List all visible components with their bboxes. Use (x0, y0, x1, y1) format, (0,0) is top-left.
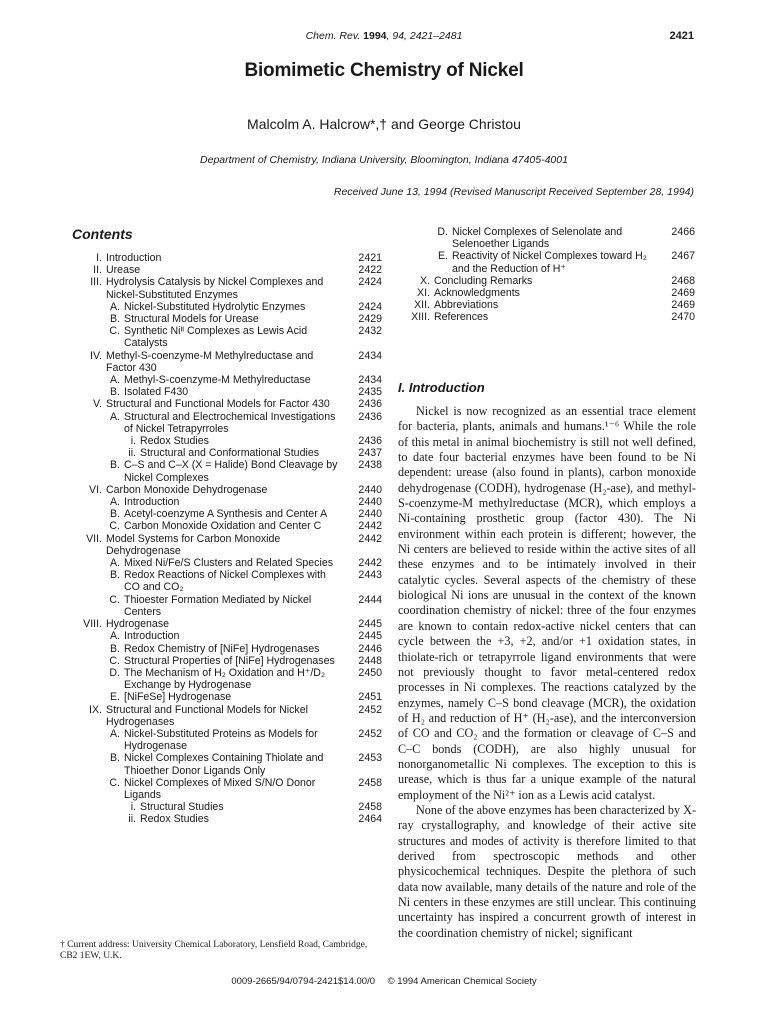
toc-entry-title: Nickel-Substituted Hydrolytic Enzymes (124, 300, 306, 313)
toc-entry-title: Isolated F430 (124, 386, 189, 399)
toc-entry-number: C. (109, 520, 120, 533)
toc-entry-page: 2422 (358, 264, 382, 277)
toc-entry-number: E. (109, 691, 120, 704)
toc-entry (72, 411, 382, 435)
toc-entry-title: Mixed Ni/Fe/S Clusters and Related Species (124, 557, 334, 570)
toc-entry-title: Introduction (124, 496, 180, 509)
toc-entry-number: C. (109, 325, 120, 338)
toc-entry (72, 398, 382, 410)
toc-entry-page: 2445 (358, 618, 382, 631)
toc-entry-title: Synthetic Niᴵᴵ Complexes as Lewis Acid Catalysts (124, 325, 308, 350)
toc-entry-number: A. (109, 410, 120, 423)
introduction-body (398, 404, 696, 941)
toc-entry-page: 2424 (358, 300, 382, 313)
toc-entry (72, 630, 382, 642)
toc-entry-number: XI. (417, 287, 430, 300)
toc-entry-title: References (434, 311, 489, 324)
toc-entry-title: Structural and Conformational Studies (140, 447, 320, 460)
toc-entry-number: A. (109, 374, 120, 387)
toc-entry-page: 2467 (671, 250, 695, 263)
toc-entry-page: 2434 (358, 374, 382, 387)
toc-entry-title: Hydrolysis Catalysis by Nickel Complexes and Nickel-Substituted Enzymes (106, 276, 324, 301)
toc-entry-title: Carbon Monoxide Oxidation and Center C (124, 520, 322, 533)
toc-entry-title: Nickel-Substituted Proteins as Models for Hydrogenase (124, 727, 318, 753)
toc-entry-title: Structural Studies (140, 801, 224, 814)
toc-entry (72, 728, 382, 752)
toc-entry-page: 2468 (671, 274, 695, 287)
toc-entry-page: 2444 (358, 593, 382, 606)
toc-entry-title: Redox Studies (140, 813, 209, 826)
toc-entry-number: A. (109, 727, 120, 740)
toc-entry-page: 2464 (358, 813, 382, 826)
toc-entry-page: 2436 (358, 410, 382, 423)
toc-entry (72, 350, 382, 374)
toc-entry-number: II. (93, 264, 102, 277)
toc-entry-page: 2424 (358, 276, 382, 289)
toc-entry-title: Structural and Functional Models for Nickel Hydrogenases (106, 703, 308, 728)
toc-entry-title: Structural and Functional Models for Factor 430 (106, 398, 330, 411)
toc-entry (72, 655, 382, 667)
toc-entry-number: C. (109, 776, 120, 789)
toc-entry-title: Introduction (124, 630, 180, 643)
toc-entry (72, 557, 382, 569)
toc-entry-number: IV. (90, 349, 102, 362)
toc-entry-title: Redox Studies (140, 435, 209, 448)
page-footer (0, 976, 768, 987)
page-number: 2421 (669, 30, 694, 42)
toc-entry-title: Structural Models for Urease (124, 313, 259, 326)
toc-entry-number: C. (109, 654, 120, 667)
toc-entry (72, 643, 382, 655)
article-title: Biomimetic Chemistry of Nickel (244, 60, 524, 81)
toc-entry-title: Redox Reactions of Nickel Complexes with CO and CO₂ (124, 569, 326, 594)
toc-entry-number: IX. (89, 703, 102, 716)
table-of-contents-right (400, 226, 695, 324)
toc-entry (72, 264, 382, 276)
toc-entry-number: D. (437, 226, 448, 238)
toc-entry (400, 226, 695, 250)
article-code: 0009-2665/94/0794-2421$14.00/0 (231, 976, 375, 987)
table-of-contents-left (72, 252, 382, 826)
toc-entry-number: B. (109, 313, 120, 326)
toc-entry-page: 2452 (358, 727, 382, 740)
toc-entry-number: i. (130, 801, 136, 814)
toc-entry-page: 2440 (358, 508, 382, 521)
toc-entry-title: Redox Chemistry of [NiFe] Hydrogenases (124, 642, 320, 655)
toc-entry-number: III. (90, 276, 102, 289)
toc-entry-title: Methyl-S-coenzyme-M Methylreductase and Factor 430 (106, 349, 314, 374)
toc-entry-page: 2437 (358, 447, 382, 460)
toc-entry (72, 508, 382, 520)
toc-entry-title: Thioester Formation Mediated by Nickel Centers (124, 593, 312, 618)
toc-entry-page: 2458 (358, 801, 382, 814)
toc-entry-page: 2453 (358, 752, 382, 765)
toc-entry (72, 313, 382, 325)
toc-entry-page: 2434 (358, 349, 382, 362)
toc-entry-number: B. (109, 386, 120, 399)
toc-entry-page: 2443 (358, 569, 382, 582)
toc-entry-title: Introduction (106, 252, 162, 264)
toc-entry-number: B. (109, 459, 120, 472)
toc-entry-page: 2438 (358, 459, 382, 472)
toc-entry-title: Nickel Complexes Containing Thiolate and Thioether Donor Ligands Only (124, 752, 324, 777)
toc-entry-page: 2440 (358, 496, 382, 509)
toc-entry-title: Concluding Remarks (434, 274, 533, 287)
toc-entry-page: 2452 (358, 703, 382, 716)
toc-entry-page: 2448 (358, 654, 382, 667)
toc-entry (72, 777, 382, 801)
toc-entry-number: A. (109, 557, 120, 570)
toc-entry-title: Methyl-S-coenzyme-M Methylreductase (124, 374, 311, 387)
toc-entry-title: Nickel Complexes of Mixed S/N/O Donor Ligands (124, 776, 316, 801)
toc-entry-number: ii. (128, 813, 136, 826)
toc-entry-page: 2436 (358, 435, 382, 448)
toc-entry (72, 691, 382, 703)
toc-entry-title: Structural Properties of [NiFe] Hydrogenases (124, 654, 335, 667)
toc-entry-page: 2429 (358, 313, 382, 326)
toc-entry-page: 2435 (358, 386, 382, 399)
toc-entry (72, 459, 382, 483)
toc-entry-title: Structural and Electrochemical Investigations of Nickel Tetrapyrroles (124, 410, 336, 435)
author-list: Malcolm A. Halcrow*,† and George Christou (247, 116, 521, 132)
toc-entry-number: C. (109, 593, 120, 606)
toc-entry-number: E. (437, 250, 448, 263)
toc-entry-number: A. (109, 300, 120, 313)
copyright: © 1994 American Chemical Society (387, 976, 537, 987)
toc-entry (72, 374, 382, 386)
toc-entry-number: XIII. (411, 311, 430, 324)
toc-entry (72, 533, 382, 557)
toc-entry (72, 520, 382, 532)
toc-entry-page: 2436 (358, 398, 382, 411)
toc-entry-title: Urease (106, 264, 141, 277)
toc-entry-page: 2432 (358, 325, 382, 338)
toc-entry-page: 2440 (358, 483, 382, 496)
toc-entry-number: D. (109, 666, 120, 679)
toc-entry (400, 299, 695, 311)
toc-entry (72, 435, 382, 447)
toc-entry-number: ii. (128, 447, 136, 460)
toc-entry-page: 2451 (358, 691, 382, 704)
toc-entry-page: 2466 (671, 226, 695, 238)
toc-entry (72, 276, 382, 300)
paragraph: Nickel is now recognized as an essential trace element for bacteria, plants, animals and humans.¹⁻⁶ While the role of this metal in animal biochemistry is still not well defined, to date four bacterial enzymes have been found to be Ni dependent: urease (also found in plants), carbon monoxide dehydrogenase (CODH), hydrogenase (H₂-ase), and methyl-S-coenzyme-M methylreductase (MCR), which employs a Ni-containing prosthetic group (factor 430). The Ni environment within each protein is different; however, the Ni centers are believed to reside within the active sites of all these enzymes and to be intimately involved in their catalytic cycles. Several aspects of the chemistry of these biological Ni ions are unusual in the context of the known coordination chemistry of nickel: three of the four enzymes are known to contain redox-active nickel centers that can cycle between the +3, +2, and/or +1 oxidation states, in thiolate-rich or tetrapyrrole ligand environments that were not previously thought to favor metal-centered redox processes in Ni complexes. The reactions catalyzed by the enzymes, namely C–S bond cleavage (MCR), the oxidation of H₂ and reduction of H⁺ (H₂-ase), and the interconversion of CO and CO₂ and the formation or cleavage of C–S and C–C bonds (CODH), are also highly unusual for nonorganometallic Ni complexes. The exception to this is urease, which is thus far a unique example of the natural employment of the Ni²⁺ ion as a Lewis acid catalyst. (398, 404, 696, 802)
toc-entry (72, 447, 382, 459)
toc-entry (72, 569, 382, 593)
toc-entry-page: 2469 (671, 299, 695, 312)
toc-entry-title: Model Systems for Carbon Monoxide Dehydrogenase (106, 532, 281, 557)
toc-entry-title: Hydrogenase (106, 618, 170, 631)
toc-entry (72, 386, 382, 398)
toc-entry-page: 2421 (358, 252, 382, 264)
toc-entry-title: [NiFeSe] Hydrogenase (124, 691, 232, 704)
toc-entry-number: A. (109, 496, 120, 509)
toc-entry (72, 813, 382, 825)
toc-entry-title: Acknowledgments (434, 287, 520, 300)
running-head (0, 28, 768, 44)
toc-entry (72, 618, 382, 630)
toc-entry-title: Carbon Monoxide Dehydrogenase (106, 483, 268, 496)
toc-entry-page: 2458 (358, 776, 382, 789)
toc-entry (72, 252, 382, 264)
toc-entry-page: 2445 (358, 630, 382, 643)
section-heading-introduction: I. Introduction (398, 380, 485, 395)
paragraph: None of the above enzymes has been characterized by X-ray crystallography, and knowledge of their active site structures and modes of activity is therefore limited to that derived from spectroscopic methods and other physicochemical techniques. Despite the plethora of such data now available, many details of the nature and role of the Ni centers in these enzymes are still unclear. This continuing uncertainty has inspired a concurrent growth of interest in the coordination chemistry of nickel; significant (398, 802, 696, 940)
toc-entry (400, 275, 695, 287)
toc-entry-page: 2450 (358, 666, 382, 679)
toc-entry-number: I. (96, 252, 102, 264)
toc-entry-page: 2442 (358, 532, 382, 545)
toc-entry-number: V. (92, 398, 102, 411)
toc-entry-title: Reactivity of Nickel Complexes toward H₂ and the Reduction of H⁺ (452, 250, 647, 275)
toc-entry-page: 2446 (358, 642, 382, 655)
toc-entry-title: Abbreviations (434, 299, 499, 312)
toc-entry-number: A. (109, 630, 120, 643)
toc-entry-title: The Mechanism of H₂ Oxidation and H⁺/D₂ Exchange by Hydrogenase (124, 666, 326, 692)
toc-entry-title: C–S and C–X (X = Halide) Bond Cleavage by Nickel Complexes (124, 459, 338, 484)
received-dates: Received June 13, 1994 (Revised Manuscript Received September 28, 1994) (333, 186, 694, 198)
toc-entry-title: Acetyl-coenzyme A Synthesis and Center A (124, 508, 328, 521)
toc-entry-number: i. (130, 435, 136, 448)
toc-entry (400, 250, 695, 274)
toc-entry-number: B. (109, 752, 120, 765)
affiliation: Department of Chemistry, Indiana University, Bloomington, Indiana 47405-4001 (200, 154, 568, 166)
footnote: † Current address: University Chemical Laboratory, Lensfield Road, Cambridge, CB2 1EW, U.K. (60, 940, 368, 961)
toc-entry (400, 287, 695, 299)
toc-entry-number: B. (109, 508, 120, 521)
toc-entry-page: 2442 (358, 557, 382, 570)
toc-entry (72, 301, 382, 313)
toc-entry (72, 496, 382, 508)
contents-heading: Contents (72, 226, 133, 242)
toc-entry-number: VII. (86, 532, 102, 545)
toc-entry-number: VIII. (83, 618, 102, 631)
journal-citation: Chem. Rev. 1994, 94, 2421–2481 (305, 30, 463, 42)
toc-entry (72, 484, 382, 496)
toc-entry-number: B. (109, 569, 120, 582)
toc-entry (72, 801, 382, 813)
toc-entry-number: XII. (414, 299, 430, 312)
toc-entry-title: Nickel Complexes of Selenolate and Selenoether Ligands (452, 226, 623, 251)
toc-entry-page: 2470 (671, 311, 695, 324)
toc-entry-number: VI. (89, 483, 102, 496)
toc-entry-number: B. (109, 642, 120, 655)
toc-entry (400, 311, 695, 323)
toc-entry (72, 667, 382, 691)
toc-entry-page: 2442 (358, 520, 382, 533)
toc-entry (72, 704, 382, 728)
toc-entry (72, 752, 382, 776)
toc-entry (72, 594, 382, 618)
toc-entry (72, 325, 382, 349)
toc-entry-page: 2469 (671, 287, 695, 300)
toc-entry-number: X. (419, 274, 430, 287)
